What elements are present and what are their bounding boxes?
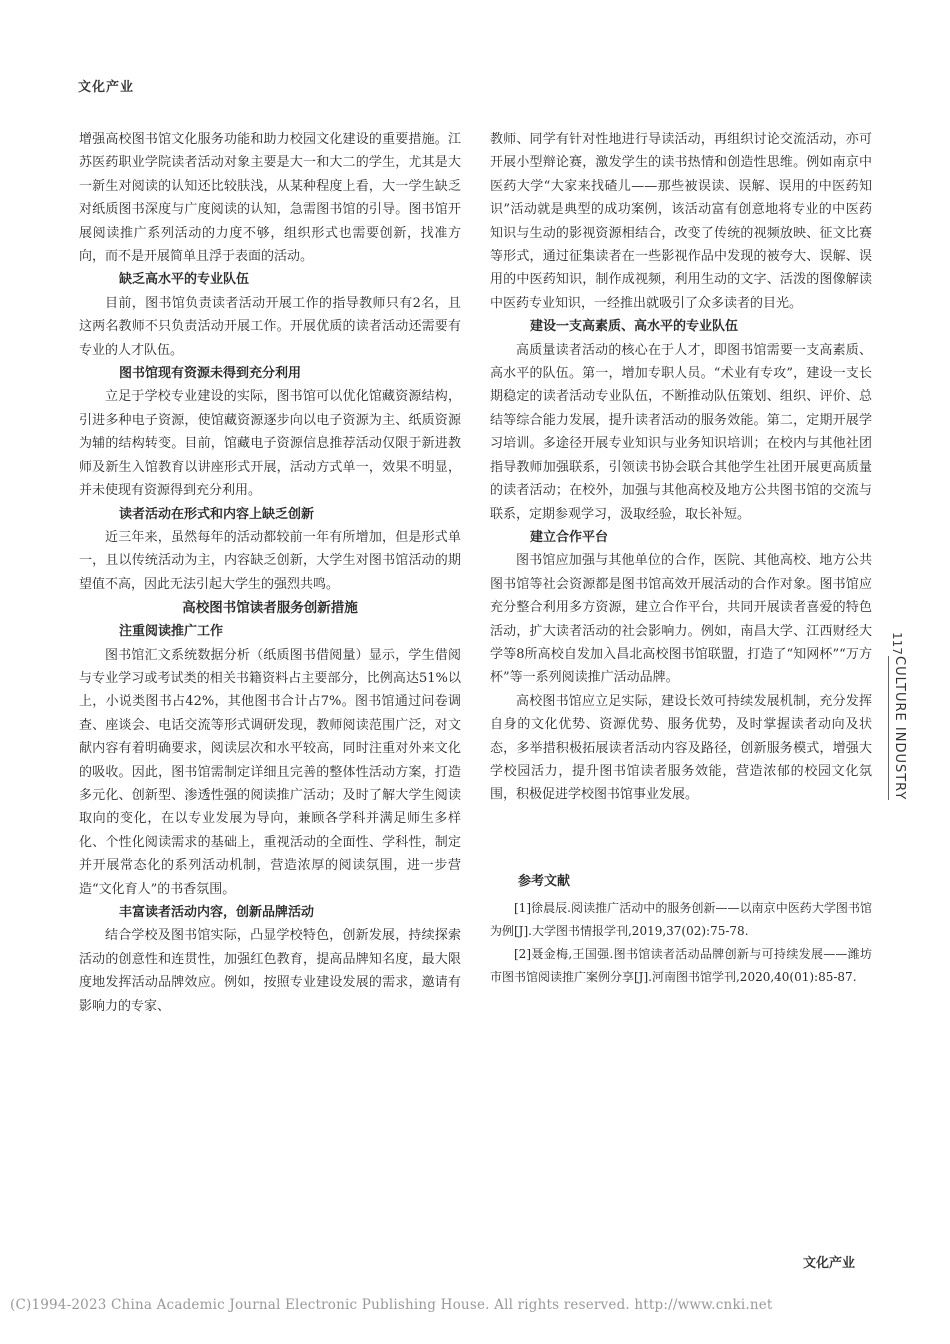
left-column — [79, 128, 461, 1018]
references-title: 参考文献 — [518, 873, 571, 889]
paragraph: 高校图书馆应立足实际，建设长效可持续发展机制，充分发挥自身的文化优势、资源优势、服务优势，及时掌握读者动向及状态，多举措积极拓展读者活动内容及路径，创新服务模式，增强大学校园活力，提升图书馆读者服务效能，营造浓郁的校园文化氛围，积极促进学校图书馆事业发展。 — [490, 693, 872, 803]
paragraph: 图书馆应加强与其他单位的合作，医院、其他高校、地方公共图书馆等社会资源都是图书馆高效开展活动的合作对象。图书馆应充分整合利用多方资源，建立合作平台，共同开展读者喜爱的特色活动，扩大读者活动的社会影响力。例如，南昌大学、江西财经大学等8所高校自发加入昌北高校图书馆联盟，打造了“知网杯”“万方杯”等一系列阅读推广活动品牌。 — [490, 553, 872, 686]
section-heading: 高校图书馆读者服务创新措施 — [182, 600, 358, 617]
subsection-heading: 读者活动在形式和内容上缺乏创新 — [119, 506, 315, 522]
subsection-heading: 建立合作平台 — [530, 529, 609, 545]
reference-item: [2]聂金梅,王国强.图书馆读者活动品牌创新与可持续发展——潍坊市图书馆阅读推广案例分享[J].河南图书馆学刊,2020,40(01):85-87. — [490, 946, 872, 984]
copyright-notice: (C)1994-2023 China Academic Journal Electronic Publishing House. All rights reserved. http://www.cnki.net — [10, 1297, 773, 1313]
journal-english-title: CULTURE INDUSTRY — [888, 656, 907, 800]
running-footer: 文化产业 — [803, 1256, 856, 1271]
paragraph: 结合学校及图书馆实际，凸显学校特色，创新发展，持续探索活动的创意性和连贯性，加强红色教育，提高品牌知名度，最大限度地发挥活动品牌效应。例如，按照专业建设发展的需求，邀请有影响力的专家、 — [79, 928, 461, 1014]
paragraph: 图书馆汇文系统数据分析（纸质图书借阅量）显示，学生借阅与专业学习或考试类的相关书籍资料占主要部分，比例高达51%以上，小说类图书占42%，其他图书合计占7%。图书馆通过问卷调查、座谈会、电话交流等形式调研发现，教师阅读范围广泛，对文献内容有着明确要求，阅读层次和水平较高，同时注重对外来文化的吸收。因此，图书馆需制定详细且完善的整体性活动方案，打造多元化、创新型、渗透性强的阅读推广活动；及时了解大学生阅读取向的变化，在以专业发展为导向，兼顾各学科并满足师生多样化、个性化阅读需求的基础上，重视活动的全面性、学科性，制定并开展常态化的系列活动机制，营造浓厚的阅读氛围，进一步营造“文化育人”的书香氛围。 — [79, 647, 461, 897]
paragraph: 近三年来，虽然每年的活动都较前一年有所增加，但是形式单一，且以传统活动为主，内容缺乏创新，大学生对图书馆活动的期望值不高，因此无法引起大学生的强烈共鸣。 — [79, 529, 461, 592]
subsection-heading: 丰富读者活动内容，创新品牌活动 — [119, 905, 315, 920]
subsection-heading: 图书馆现有资源未得到充分利用 — [119, 366, 302, 382]
reference-item: [1]徐晨辰.阅读推广活动中的服务创新——以南京中医药大学图书馆为例[J].大学图书情报学刊,2019,37(02):75-78. — [490, 900, 872, 938]
running-header: 文化产业 — [78, 80, 135, 95]
paragraph: 目前，图书馆负责读者活动开展工作的指导教师只有2名，且这两名教师不只负责活动开展工作。开展优质的读者活动还需要有专业的人才队伍。 — [79, 295, 461, 358]
paragraph: 教师、同学有针对性地进行导读活动，再组织讨论交流活动，亦可开展小型辩论赛，激发学生的读书热情和创造性思维。例如南京中医药大学“大家来找碴儿——那些被误读、误解、误用的中医药知识”活动就是典型的成功案例，该活动富有创意地将专业的中医药知识与生动的影视资源相结合，改变了传统的视频放映、征文比赛等形式，通过征集读者在一些影视作品中发现的被夸大、误解、误用的中医药知识，制作成视频，利用生动的文字、活泼的图像解读中医药专业知识，一经推出就吸引了众多读者的目光。 — [490, 132, 872, 311]
page-number: 117 — [890, 632, 904, 655]
paragraph: 增强高校图书馆文化服务功能和助力校园文化建设的重要措施。江苏医药职业学院读者活动对象主要是大一和大二的学生，尤其是大一新生对阅读的认知还比较肤浅，从某种程度上看，大一学生缺乏对纸质图书深度与广度阅读的认知，急需图书馆的引导。图书馆开展阅读推广系列活动的力度不够，组织形式也需要创新，找准方向，而不是开展简单且浮于表面的活动。 — [79, 132, 461, 265]
subsection-heading: 建设一支高素质、高水平的专业队伍 — [530, 319, 739, 335]
subsection-heading: 注重阅读推广工作 — [119, 624, 224, 640]
paragraph: 高质量读者活动的核心在于人才，即图书馆需要一支高素质、高水平的队伍。第一，增加专职人员。“术业有专攻”，建设一支长期稳定的读者活动专业队伍，不断推动队伍策划、组织、评价、总结等综合能力发展，提升读者活动的服务效能。第二，定期开展学习培训。多途径开展专业知识与业务知识培训；在校内与其他社团指导教师加强联系，引领读书协会联合其他学生社团开展更高质量的读者活动；在校外，加强与其他高校及地方公共图书馆的交流与联系，定期参观学习，汲取经验，取长补短。 — [490, 342, 872, 522]
paragraph: 立足于学校专业建设的实际，图书馆可以优化馆藏资源结构，引进多种电子资源，使馆藏资源逐步向以电子资源为主、纸质资源为辅的结构转变。目前，馆藏电子资源信息推荐活动仅限于新进教师及新生入馆教育以讲座形式开展，活动方式单一，效果不明显，并未使现有资源得到充分利用。 — [79, 389, 461, 499]
subsection-heading: 缺乏高水平的专业队伍 — [119, 272, 250, 288]
right-column — [490, 128, 872, 989]
references — [490, 871, 872, 989]
